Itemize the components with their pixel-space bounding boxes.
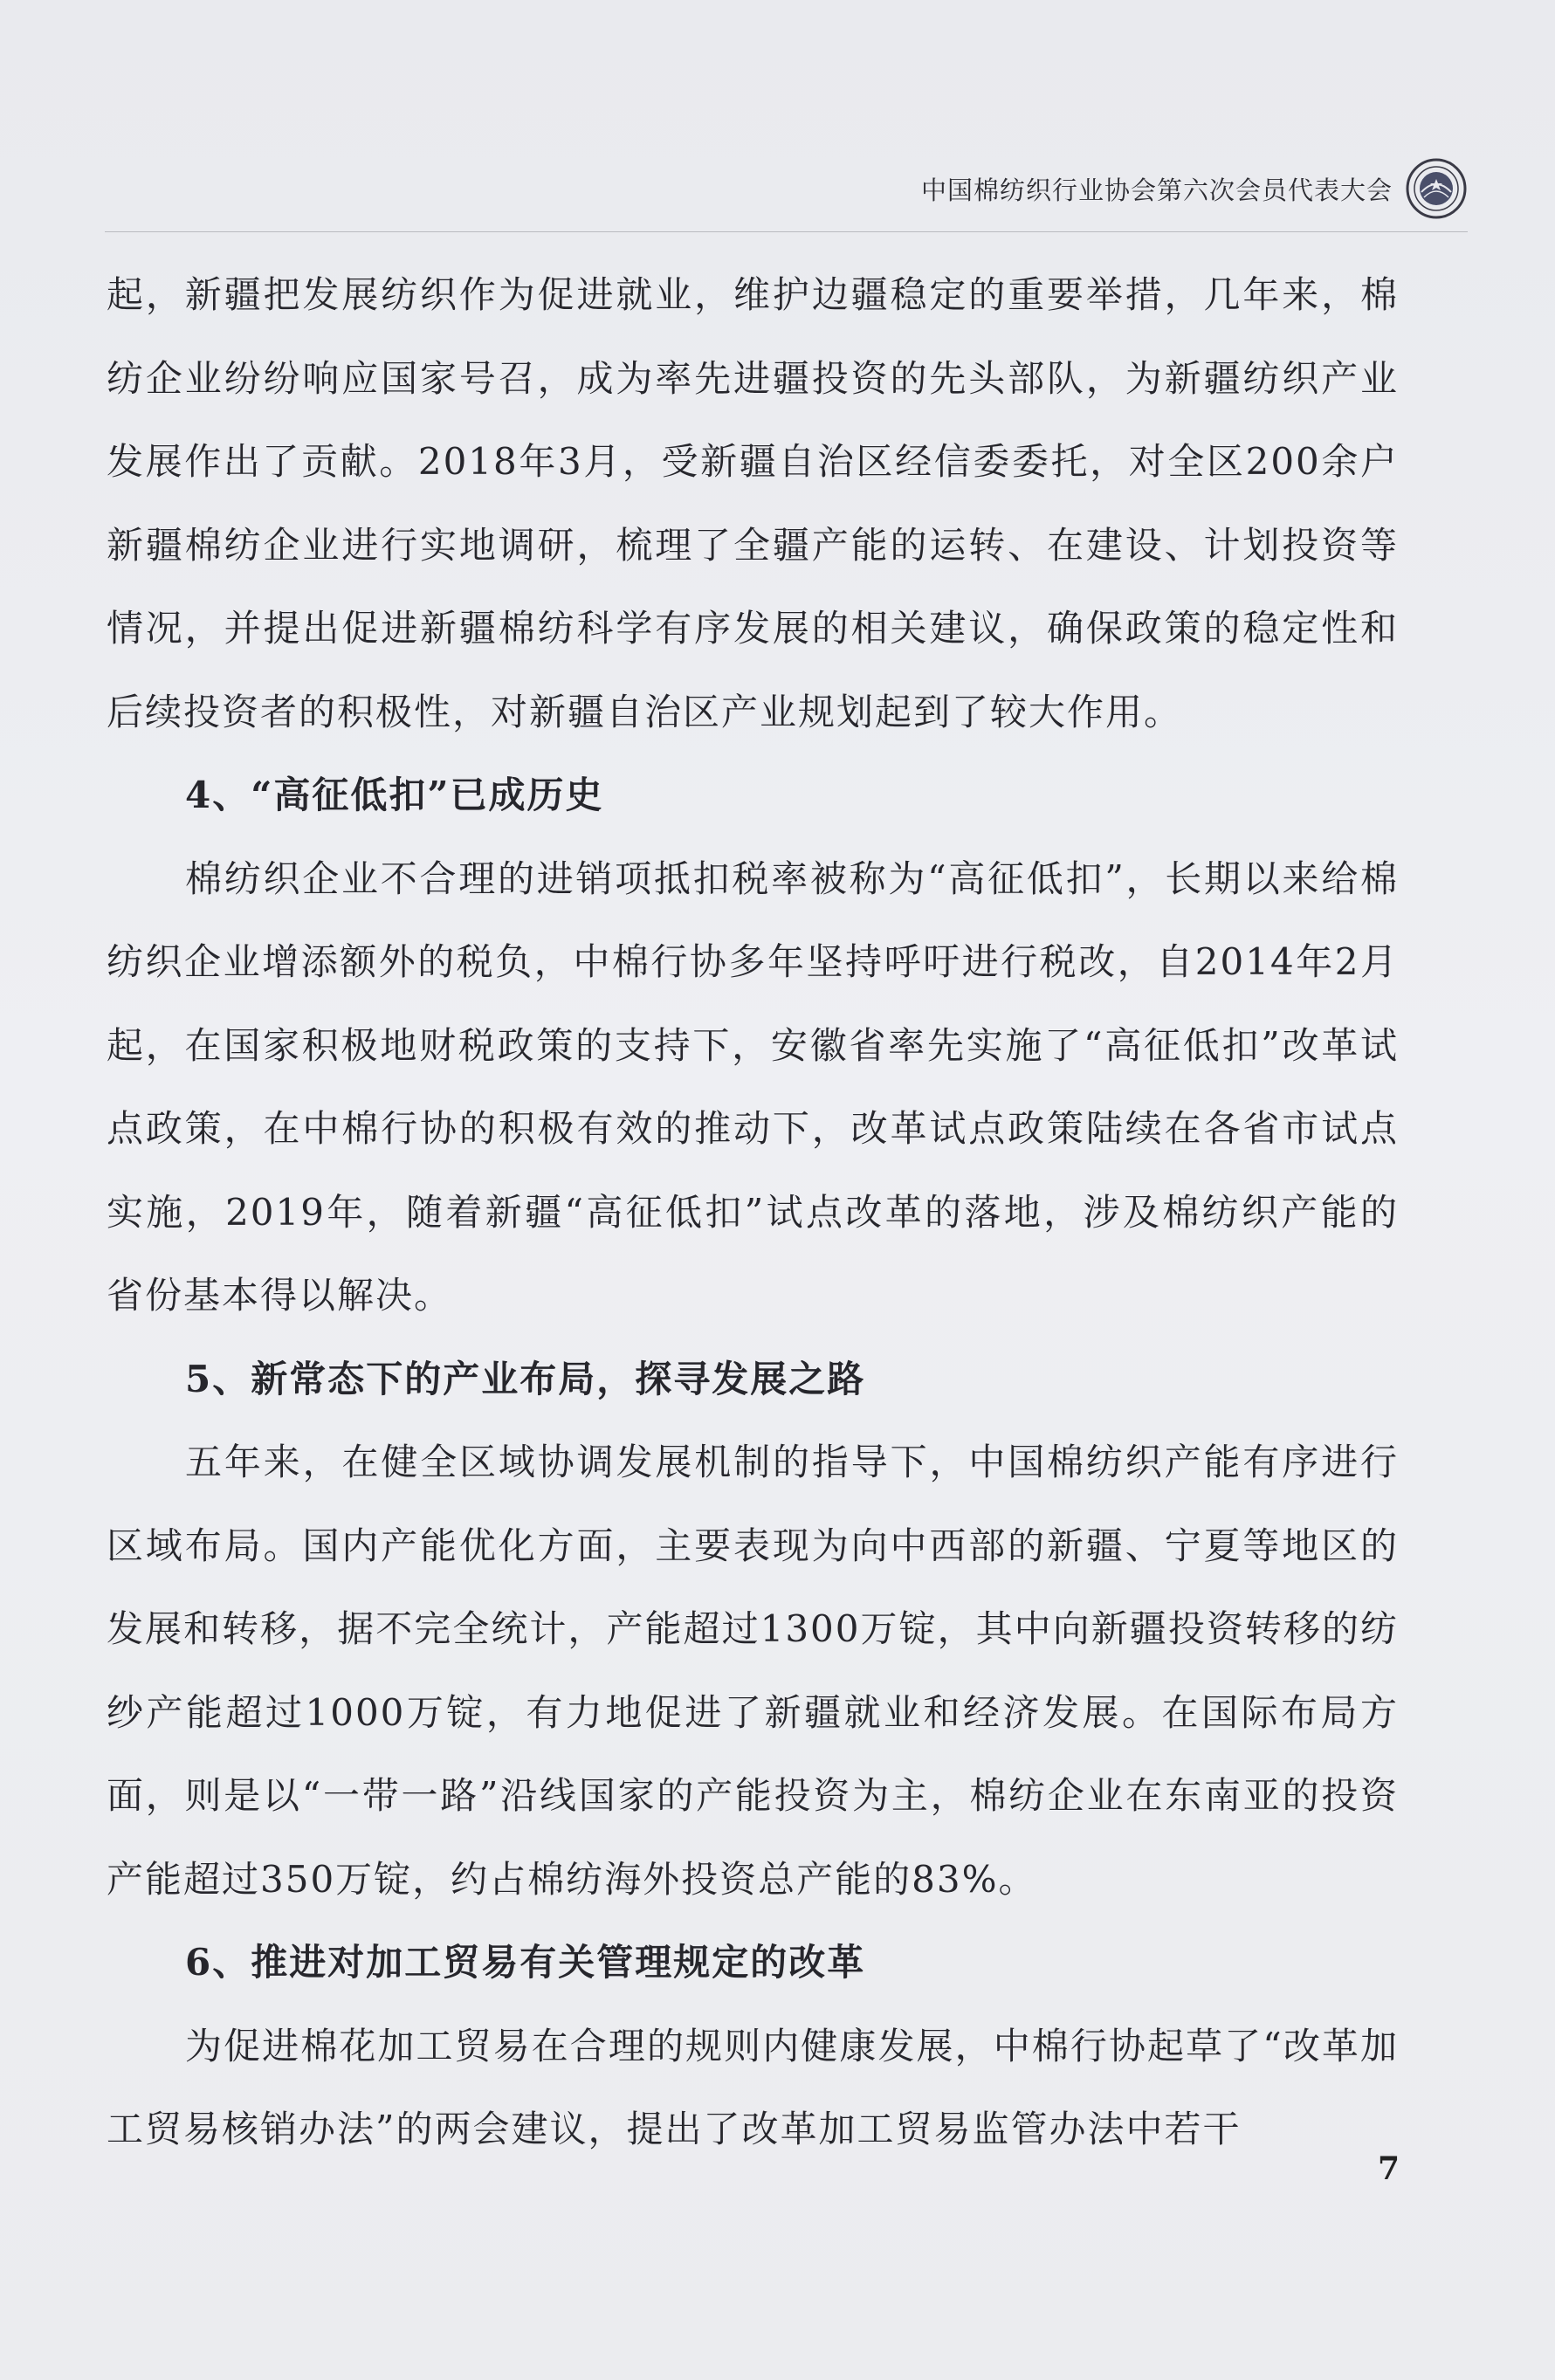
body-text (107, 253, 1399, 2171)
paragraph-continuation: 起，新疆把发展纺织作为促进就业，维护边疆稳定的重要举措，几年来，棉纺企业纷纷响应国家号召，成为率先进疆投资的先头部队，为新疆纺织产业发展作出了贡献。2018年3月，受新疆自治区经信委委托，对全区200余户新疆棉纺企业进行实地调研，梳理了全疆产能的运转、在建设、计划投资等情况，并提出促进新疆棉纺科学有序发展的相关建议，确保政策的稳定性和后续投资者的积极性，对新疆自治区产业规划起到了较大作用。 (107, 273, 1399, 733)
association-logo-icon (1405, 157, 1468, 220)
paragraph-tax-reform: 棉纺织企业不合理的进销项抵扣税率被称为“高征低扣”，长期以来给棉纺织企业增添额外的税负，中棉行协多年坚持呼吁进行税改，自2014年2月起，在国家积极地财税政策的支持下，安徽省率先实施了“高征低扣”改革试点政策，在中棉行协的积极有效的推动下，改革试点政策陆续在各省市试点实施，2019年，随着新疆“高征低扣”试点改革的落地，涉及棉纺织产能的省份基本得以解决。 (107, 856, 1399, 1317)
section-heading-6: 6、推进对加工贸易有关管理规定的改革 (185, 1941, 866, 1984)
header-divider (105, 231, 1468, 232)
paragraph-processing-trade: 为促进棉花加工贸易在合理的规则内健康发展，中棉行协起草了“改革加工贸易核销办法”的两会建议，提出了改革加工贸易监管办法中若干 (107, 2024, 1399, 2150)
running-header (921, 157, 1468, 220)
page-number: 7 (1377, 2150, 1400, 2187)
section-heading-4: 4、“高征低扣”已成历史 (185, 774, 604, 816)
section-heading-5: 5、新常态下的产业布局，探寻发展之路 (185, 1357, 866, 1400)
header-title: 中国棉纺织行业协会第六次会员代表大会 (920, 175, 1393, 205)
paragraph-industry-layout: 五年来，在健全区域协调发展机制的指导下，中国棉纺织产能有序进行区域布局。国内产能优化方面，主要表现为向中西部的新疆、宁夏等地区的发展和转移，据不完全统计，产能超过1300万锭，其中向新疆投资转移的纺纱产能超过1000万锭，有力地促进了新疆就业和经济发展。在国际布局方面，则是以“一带一路”沿线国家的产能投资为主，棉纺企业在东南亚的投资产能超过350万锭，约占棉纺海外投资总产能的83%。 (107, 1441, 1399, 1901)
